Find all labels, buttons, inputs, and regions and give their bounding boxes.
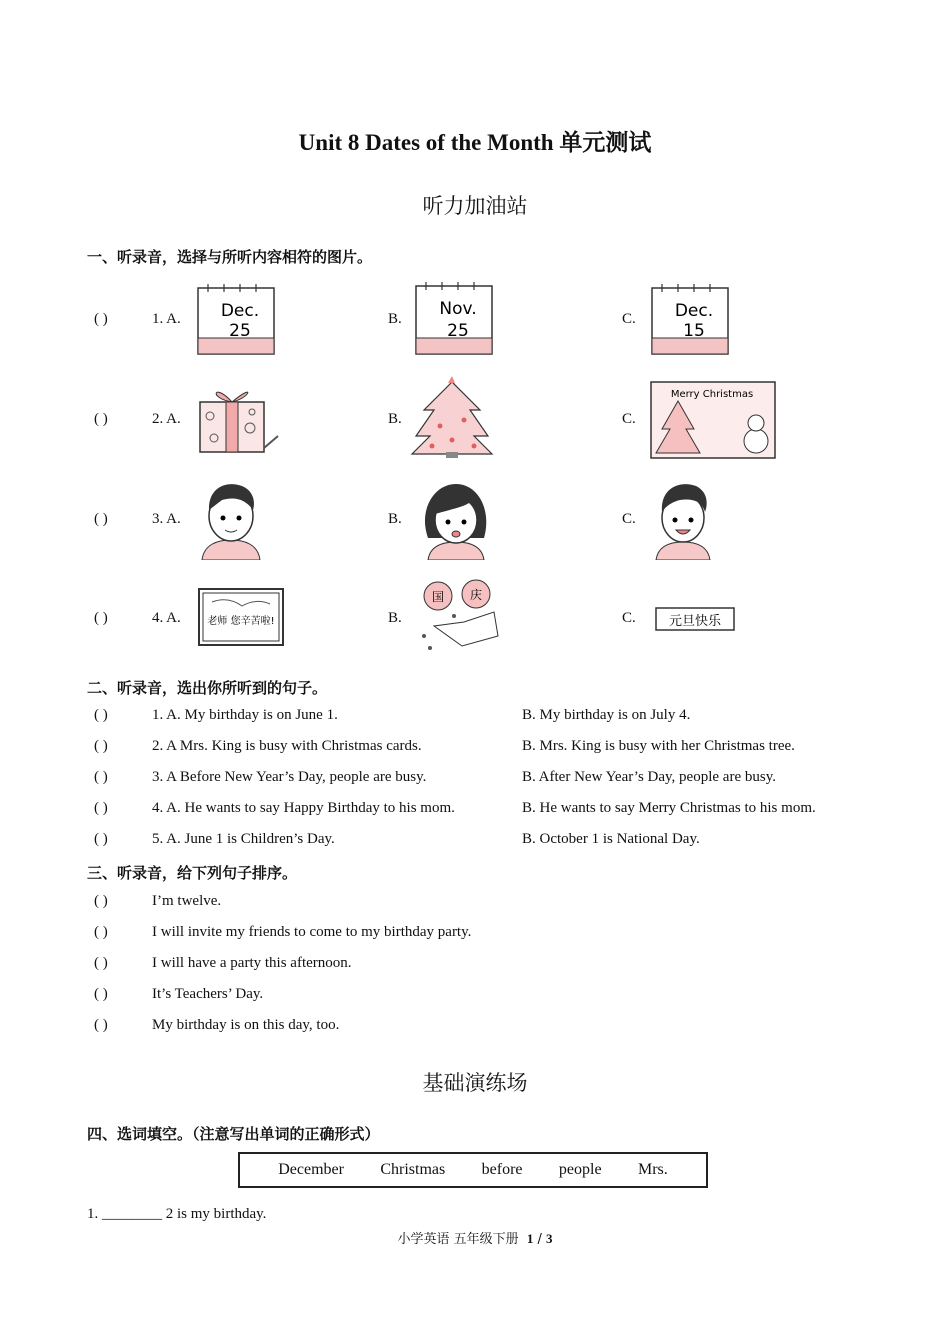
option-b-label: B. bbox=[388, 511, 402, 527]
option-b-label: B. bbox=[388, 610, 402, 626]
girl-icon bbox=[416, 480, 496, 560]
option-b-text: B. After New Year’s Day, people are busy. bbox=[522, 769, 776, 785]
boy-icon bbox=[650, 480, 716, 560]
svg-text:25: 25 bbox=[229, 321, 251, 341]
answer-paren[interactable]: ( ) bbox=[94, 893, 108, 909]
answer-paren[interactable]: ( ) bbox=[94, 707, 108, 723]
page-title: Unit 8 Dates of the Month 单元测试 bbox=[298, 130, 652, 155]
option-b-text: B. October 1 is National Day. bbox=[522, 831, 700, 847]
national-day-icon bbox=[414, 576, 504, 658]
svg-text:庆: 庆 bbox=[469, 588, 483, 602]
answer-paren[interactable]: ( ) bbox=[94, 411, 108, 427]
answer-paren[interactable]: ( ) bbox=[94, 769, 108, 785]
svg-text:国: 国 bbox=[431, 590, 445, 604]
svg-text:25: 25 bbox=[447, 321, 469, 341]
part1-row3-label: ( ) 3. A. bbox=[94, 511, 181, 527]
list-item: ( ) 2. A Mrs. King is busy with Christmas cards. bbox=[94, 738, 422, 754]
part2-heading: 二、听录音，选出你所听到的句子。 bbox=[87, 679, 328, 697]
word-bank-item: Mrs. bbox=[637, 1161, 668, 1178]
fill-blank-question[interactable]: 1. ________ 2 is my birthday. bbox=[87, 1206, 267, 1222]
list-item: ( ) It’s Teachers’ Day. bbox=[94, 986, 264, 1002]
calendar-icon bbox=[648, 282, 732, 358]
calendar-icon bbox=[194, 282, 278, 358]
answer-paren[interactable]: ( ) bbox=[94, 924, 108, 940]
answer-paren[interactable]: ( ) bbox=[94, 955, 108, 971]
answer-paren[interactable]: ( ) bbox=[94, 986, 108, 1002]
word-bank bbox=[238, 1152, 708, 1188]
option-c-label: C. bbox=[622, 411, 636, 427]
list-item: ( ) I’m twelve. bbox=[94, 893, 222, 909]
section-title-listening: 听力加油站 bbox=[422, 194, 528, 218]
list-item: ( ) 1. A. My birthday is on June 1. bbox=[94, 707, 338, 723]
word-bank-item: before bbox=[481, 1161, 523, 1178]
option-b-text: B. My birthday is on July 4. bbox=[522, 707, 691, 723]
page-number: 1 bbox=[526, 1231, 534, 1246]
svg-text:15: 15 bbox=[683, 321, 705, 341]
page-total: 3 bbox=[546, 1231, 553, 1246]
svg-text:老师 您辛苦啦!: 老师 您辛苦啦! bbox=[207, 616, 275, 627]
option-b-label: B. bbox=[388, 311, 402, 327]
word-bank-item: people bbox=[558, 1161, 602, 1178]
part3-heading: 三、听录音，给下列句子排序。 bbox=[87, 864, 298, 882]
list-item: ( ) I will have a party this afternoon. bbox=[94, 955, 352, 971]
list-item: ( ) 5. A. June 1 is Children’s Day. bbox=[94, 831, 335, 847]
list-item: ( ) 3. A Before New Year’s Day, people are busy. bbox=[94, 769, 427, 785]
boy-icon bbox=[196, 478, 266, 560]
option-b-text: B. He wants to say Merry Christmas to his mom. bbox=[522, 800, 816, 816]
svg-text:Merry Christmas: Merry Christmas bbox=[670, 389, 754, 400]
svg-text:Nov.: Nov. bbox=[439, 299, 477, 319]
svg-text:Dec.: Dec. bbox=[220, 301, 260, 321]
part1-row2-label: ( ) 2. A. bbox=[94, 411, 181, 427]
christmas-card-icon bbox=[650, 381, 776, 461]
answer-paren[interactable]: ( ) bbox=[94, 1017, 108, 1033]
option-b-text: B. Mrs. King is busy with her Christmas tree. bbox=[522, 738, 795, 754]
gift-box-icon bbox=[194, 378, 282, 456]
teachers-day-card-icon bbox=[198, 588, 284, 648]
list-item: ( ) My birthday is on this day, too. bbox=[94, 1017, 340, 1033]
part1-row1-label: ( ) 1. A. bbox=[94, 311, 181, 327]
svg-text:Dec.: Dec. bbox=[674, 301, 714, 321]
option-c-label: C. bbox=[622, 511, 636, 527]
answer-paren[interactable]: ( ) bbox=[94, 800, 108, 816]
calendar-icon bbox=[412, 280, 496, 358]
part1-row4-label: ( ) 4. A. bbox=[94, 610, 181, 626]
word-bank-item: Christmas bbox=[380, 1161, 446, 1178]
answer-paren[interactable]: ( ) bbox=[94, 738, 108, 754]
page-footer: 小学英语 五年级下册 1 / 3 bbox=[397, 1231, 553, 1247]
option-b-label: B. bbox=[388, 411, 402, 427]
answer-paren[interactable]: ( ) bbox=[94, 831, 108, 847]
answer-paren[interactable]: ( ) bbox=[94, 311, 108, 327]
option-c-label: C. bbox=[622, 610, 636, 626]
part1-heading: 一、听录音，选择与所听内容相符的图片。 bbox=[87, 248, 373, 266]
section-title-basic: 基础演练场 bbox=[422, 1071, 528, 1095]
answer-paren[interactable]: ( ) bbox=[94, 610, 108, 626]
answer-paren[interactable]: ( ) bbox=[94, 511, 108, 527]
part4-heading: 四、选词填空。（注意写出单词的正确形式） bbox=[87, 1125, 380, 1143]
christmas-tree-icon bbox=[410, 376, 494, 458]
list-item: ( ) 4. A. He wants to say Happy Birthday to his mom. bbox=[94, 800, 455, 816]
list-item: ( ) I will invite my friends to come to my birthday party. bbox=[94, 924, 472, 940]
new-year-banner-icon bbox=[652, 604, 738, 634]
option-c-label: C. bbox=[622, 311, 636, 327]
word-bank-item: December bbox=[278, 1161, 344, 1178]
svg-text:元旦快乐: 元旦快乐 bbox=[668, 614, 722, 629]
